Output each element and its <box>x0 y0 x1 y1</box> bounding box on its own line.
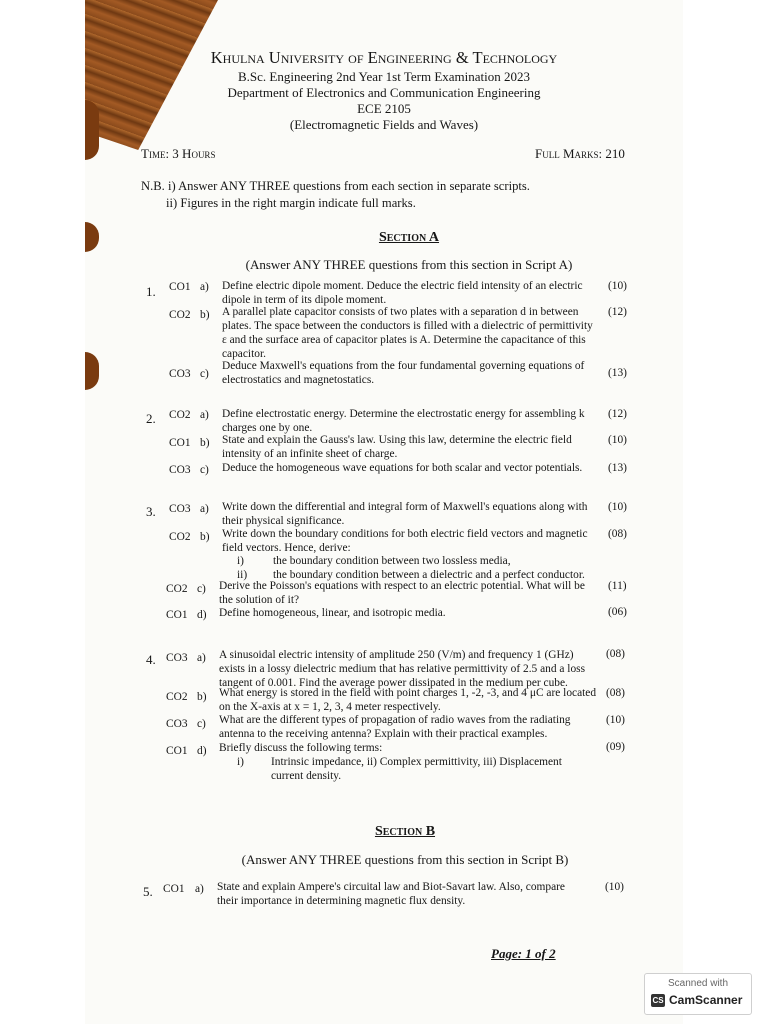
question-text: State and explain the Gauss's law. Using this law, determine the electric field <box>222 434 572 446</box>
question-text: tangent of 0.001. Find the average power dissipated in the medium per cube. <box>219 677 568 689</box>
course-outcome: CO1 <box>166 609 188 621</box>
course-outcome: CO2 <box>169 409 191 421</box>
marks: (13) <box>608 462 627 474</box>
question-text: What energy is stored in the field with point charges 1, -2, -3, and 4 μC are located <box>219 687 597 699</box>
question-text: Deduce the homogeneous wave equations for both scalar and vector potentials. <box>222 462 583 474</box>
university-name: Khulna University of Engineering & Technology <box>210 48 558 67</box>
part-label: b) <box>197 691 207 703</box>
part-label: a) <box>197 652 206 664</box>
full-marks: Full Marks: 210 <box>535 146 625 161</box>
section-b-instruction: (Answer ANY THREE questions from this section in Script B) <box>241 852 569 867</box>
department: Department of Electronics and Communication Engineering <box>227 85 541 100</box>
section-a-title: Section A <box>378 230 440 245</box>
part-label: a) <box>200 503 209 515</box>
marks: (06) <box>608 606 627 618</box>
exam-time: Time: 3 Hours <box>141 146 216 161</box>
part-label: c) <box>200 464 209 476</box>
question-text: Define electric dipole moment. Deduce the electric field intensity of an electric <box>222 280 583 292</box>
question-text: A parallel plate capacitor consists of two plates with a separation d in between <box>222 306 579 318</box>
section-a-instruction: (Answer ANY THREE questions from this section in Script A) <box>245 257 573 272</box>
course-outcome: CO3 <box>166 652 188 664</box>
course-outcome: CO1 <box>166 745 188 757</box>
question-text: Define electrostatic energy. Determine the electrostatic energy for assembling k <box>222 408 585 420</box>
part-label: a) <box>200 409 209 421</box>
course-code: ECE 2105 <box>357 101 411 116</box>
part-label: a) <box>195 883 204 895</box>
course-title: (Electromagnetic Fields and Waves) <box>289 117 479 132</box>
course-outcome: CO3 <box>169 368 191 380</box>
question-number: 2. <box>146 411 156 426</box>
part-label: b) <box>200 309 210 321</box>
question-text: intensity of an infinite sheet of charge. <box>222 448 398 460</box>
question-text: antenna to the receiving antenna? Explain with their practical examples. <box>219 728 548 740</box>
part-label: b) <box>200 531 210 543</box>
marks: (12) <box>608 408 627 420</box>
subpart-text: Intrinsic impedance, ii) Complex permittivity, iii) Displacement <box>271 756 562 768</box>
part-label: c) <box>200 368 209 380</box>
question-number: 4. <box>146 652 156 667</box>
marks: (13) <box>608 367 627 379</box>
marks: (08) <box>608 528 627 540</box>
course-outcome: CO1 <box>169 281 191 293</box>
question-text: their importance in determining magnetic flux density. <box>217 895 466 907</box>
part-label: b) <box>200 437 210 449</box>
question-text: Write down the differential and integral form of Maxwell's equations along with <box>222 501 588 513</box>
question-text: State and explain Ampere's circuital law and Biot-Savart law. Also, compare <box>217 881 565 893</box>
marks: (09) <box>606 741 625 753</box>
marks: (12) <box>608 306 627 318</box>
marks: (10) <box>608 501 627 513</box>
question-text: plates. The space between the conductors is filled with a dielectric of permittivity <box>222 320 593 332</box>
question-text: Briefly discuss the following terms: <box>219 742 383 754</box>
part-label: d) <box>197 609 207 621</box>
marks: (10) <box>608 434 627 446</box>
subpart-label: ii) <box>237 569 248 581</box>
part-label: c) <box>197 583 206 595</box>
note-1: N.B. i) Answer ANY THREE questions from each section in separate scripts. <box>141 179 530 193</box>
question-text: A sinusoidal electric intensity of amplitude 250 (V/m) and frequency 1 (GHz) <box>219 649 574 661</box>
subpart-text: the boundary condition between a dielectric and a perfect conductor. <box>273 569 585 581</box>
scanned-with-label: Scanned with <box>667 978 729 989</box>
question-text: exists in a lossy dielectric medium that has relative permittivity of 2.5 and a loss <box>219 663 586 675</box>
question-text: dipole in term of its dipole moment. <box>222 294 387 306</box>
part-label: d) <box>197 745 207 757</box>
course-outcome: CO1 <box>163 883 185 895</box>
course-outcome: CO1 <box>169 437 191 449</box>
subpart-label: i) <box>237 756 244 768</box>
note-2: ii) Figures in the right margin indicate full marks. <box>166 196 416 210</box>
course-outcome: CO3 <box>169 464 191 476</box>
course-outcome: CO2 <box>169 309 191 321</box>
subpart-text: current density. <box>271 770 342 782</box>
part-label: c) <box>197 718 206 730</box>
course-outcome: CO2 <box>166 691 188 703</box>
section-b-title: Section B <box>374 824 436 839</box>
question-text: ε and the surface area of capacitor plates is A. Determine the capacitance of this <box>222 334 586 346</box>
camscanner-watermark <box>644 973 752 1015</box>
marks: (10) <box>606 714 625 726</box>
question-number: 1. <box>146 284 156 299</box>
question-number: 3. <box>146 504 156 519</box>
marks: (08) <box>606 687 625 699</box>
question-text: Write down the boundary conditions for both electric field vectors and magnetic <box>222 528 588 540</box>
question-text: on the X-axis at x = 1, 2, 3, 4 meter respectively. <box>219 701 441 713</box>
question-text: Define homogeneous, linear, and isotropic media. <box>219 607 446 619</box>
exam-title: B.Sc. Engineering 2nd Year 1st Term Examination 2023 <box>237 69 531 84</box>
question-text: their physical significance. <box>222 515 345 527</box>
marks: (08) <box>606 648 625 660</box>
course-outcome: CO3 <box>166 718 188 730</box>
marks: (10) <box>605 881 624 893</box>
camscanner-logo-icon: CS <box>652 996 664 1005</box>
page-number: Page: 1 of 2 <box>491 946 556 961</box>
question-text: field vectors. Hence, derive: <box>222 542 351 554</box>
marks: (10) <box>608 280 627 292</box>
marks: (11) <box>608 580 627 592</box>
question-text: What are the different types of propagation of radio waves from the radiating <box>219 714 571 726</box>
subpart-text: the boundary condition between two lossless media, <box>273 555 511 567</box>
question-text: the solution of it? <box>219 594 300 606</box>
question-text: Derive the Poisson's equations with respect to an electric potential. What will be <box>219 580 585 592</box>
camscanner-brand: CamScanner <box>669 993 743 1007</box>
course-outcome: CO2 <box>166 583 188 595</box>
course-outcome: CO2 <box>169 531 191 543</box>
part-label: a) <box>200 281 209 293</box>
course-outcome: CO3 <box>169 503 191 515</box>
question-text: charges one by one. <box>222 422 313 434</box>
subpart-label: i) <box>237 555 244 567</box>
question-text: electrostatics and magnetostatics. <box>222 374 375 386</box>
question-number: 5. <box>143 884 153 899</box>
question-text: capacitor. <box>222 348 266 360</box>
question-text: Deduce Maxwell's equations from the four fundamental governing equations of <box>222 360 585 372</box>
